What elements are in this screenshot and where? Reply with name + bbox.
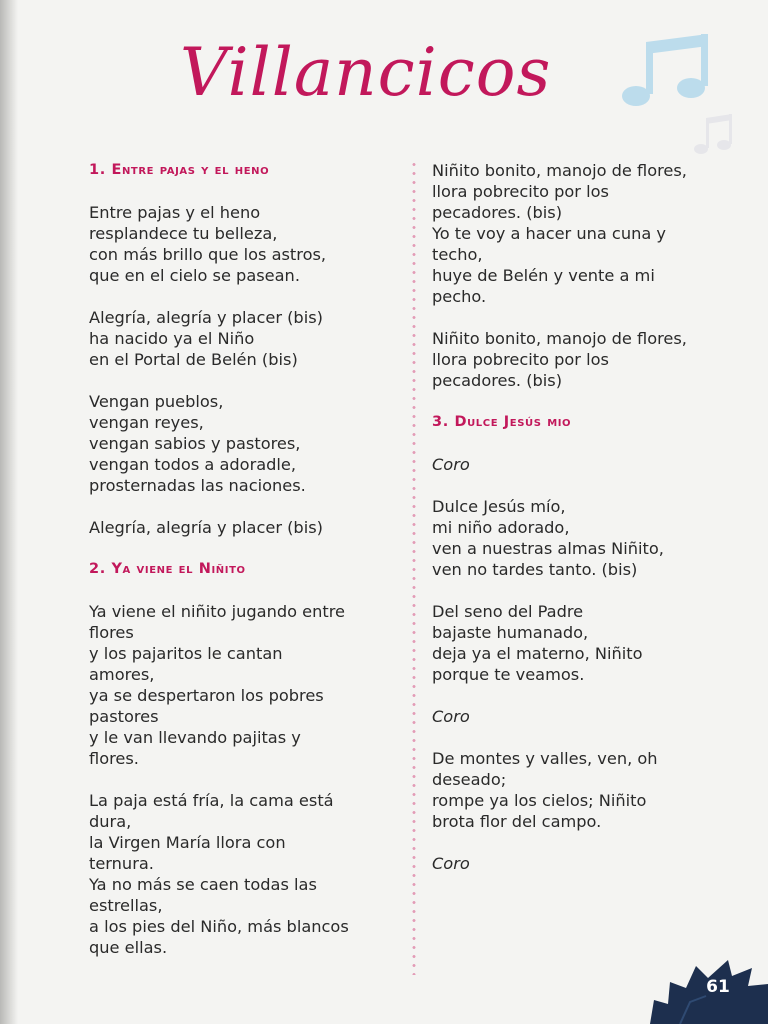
lyric-line: rompe ya los cielos; Niñito (432, 791, 647, 810)
page-binding-shadow (0, 0, 18, 1024)
lyric-line: porque te veamos. (432, 665, 585, 684)
lyric-line: pecho. (432, 287, 487, 306)
song-heading: 3. Dulce Jesús mio (432, 414, 572, 430)
lyric-line: llora pobrecito por los (432, 182, 609, 201)
song-stanza (89, 517, 399, 538)
lyric-line: Del seno del Padre (432, 602, 584, 621)
lyric-line: con más brillo que los astros, (89, 245, 327, 264)
music-note-icon (608, 32, 718, 112)
lyric-line: Dulce Jesús mío, (432, 497, 566, 516)
lyric-line: Niñito bonito, manojo de flores, (432, 329, 687, 348)
lyric-line: que en el cielo se pasean. (89, 266, 300, 285)
lyric-line: flores. (89, 749, 139, 768)
song-stanza (89, 601, 399, 769)
lyric-line: ven a nuestras almas Niñito, (432, 539, 664, 558)
lyric-line: pecadores. (bis) (432, 203, 563, 222)
lyric-line: vengan sabios y pastores, (89, 434, 301, 453)
lyric-line: a los pies del Niño, más blancos (89, 917, 349, 936)
page-number: 61 (706, 977, 730, 997)
lyric-line: mi niño adorado, (432, 518, 570, 537)
lyric-line: bajaste humanado, (432, 623, 589, 642)
lyric-line: deseado; (432, 770, 507, 789)
song-stanza (432, 601, 732, 685)
lyric-line: Ya viene el niñito jugando entre (89, 602, 345, 621)
song-heading: 1. Entre pajas y el heno (89, 162, 270, 178)
right-column (432, 160, 732, 874)
lyric-line: Ya no más se caen todas las (89, 875, 317, 894)
lyric-line: Alegría, alegría y placer (bis) (89, 308, 323, 327)
lyric-line: y los pajaritos le cantan (89, 644, 283, 663)
lyric-line: Yo te voy a hacer una cuna y (432, 224, 666, 243)
lyric-line: huye de Belén y vente a mi (432, 266, 655, 285)
song-stanza (89, 202, 399, 286)
song-stanza (432, 496, 732, 580)
lyric-line: pastores (89, 707, 159, 726)
lyric-line: Niñito bonito, manojo de flores, (432, 161, 687, 180)
chorus-label: Coro (432, 455, 470, 474)
lyric-line: ya se despertaron los pobres (89, 686, 324, 705)
music-note-small-icon (688, 112, 738, 162)
song-stanza (89, 391, 399, 496)
left-column (89, 160, 399, 958)
chorus-label: Coro (432, 707, 470, 726)
song-stanza (89, 790, 399, 958)
lyric-line: ternura. (89, 854, 154, 873)
lyric-line: en el Portal de Belén (bis) (89, 350, 298, 369)
song-heading: 2. Ya viene el Niñito (89, 561, 246, 577)
lyric-line: deja ya el materno, Niñito (432, 644, 643, 663)
lyric-line: llora pobrecito por los (432, 350, 609, 369)
lyric-line: pecadores. (bis) (432, 371, 563, 390)
lyric-line: dura, (89, 812, 132, 831)
corner-holly-leaf-icon (610, 930, 768, 1024)
column-divider (412, 160, 416, 975)
lyric-line: flores (89, 623, 134, 642)
lyric-line: y le van llevando pajitas y (89, 728, 301, 747)
lyric-line: ha nacido ya el Niño (89, 329, 255, 348)
page-title: Villancicos (180, 34, 552, 111)
lyric-line: techo, (432, 245, 483, 264)
lyric-line: resplandece tu belleza, (89, 224, 278, 243)
lyric-line: vengan reyes, (89, 413, 204, 432)
lyric-line: vengan todos a adoradle, (89, 455, 297, 474)
song-stanza (89, 307, 399, 370)
chorus-label: Coro (432, 854, 470, 873)
song-stanza (432, 748, 732, 832)
lyric-line: estrellas, (89, 896, 163, 915)
lyric-line: brota flor del campo. (432, 812, 602, 831)
song-stanza (432, 160, 732, 307)
lyric-line: prosternadas las naciones. (89, 476, 306, 495)
lyric-line: la Virgen María llora con (89, 833, 286, 852)
lyric-line: amores, (89, 665, 155, 684)
lyric-line: Alegría, alegría y placer (bis) (89, 518, 323, 537)
lyric-line: La paja está fría, la cama está (89, 791, 334, 810)
lyric-line: De montes y valles, ven, oh (432, 749, 658, 768)
lyric-line: que ellas. (89, 938, 168, 957)
lyric-line: Entre pajas y el heno (89, 203, 261, 222)
song-stanza (432, 328, 732, 391)
lyric-line: Vengan pueblos, (89, 392, 224, 411)
lyric-line: ven no tardes tanto. (bis) (432, 560, 638, 579)
